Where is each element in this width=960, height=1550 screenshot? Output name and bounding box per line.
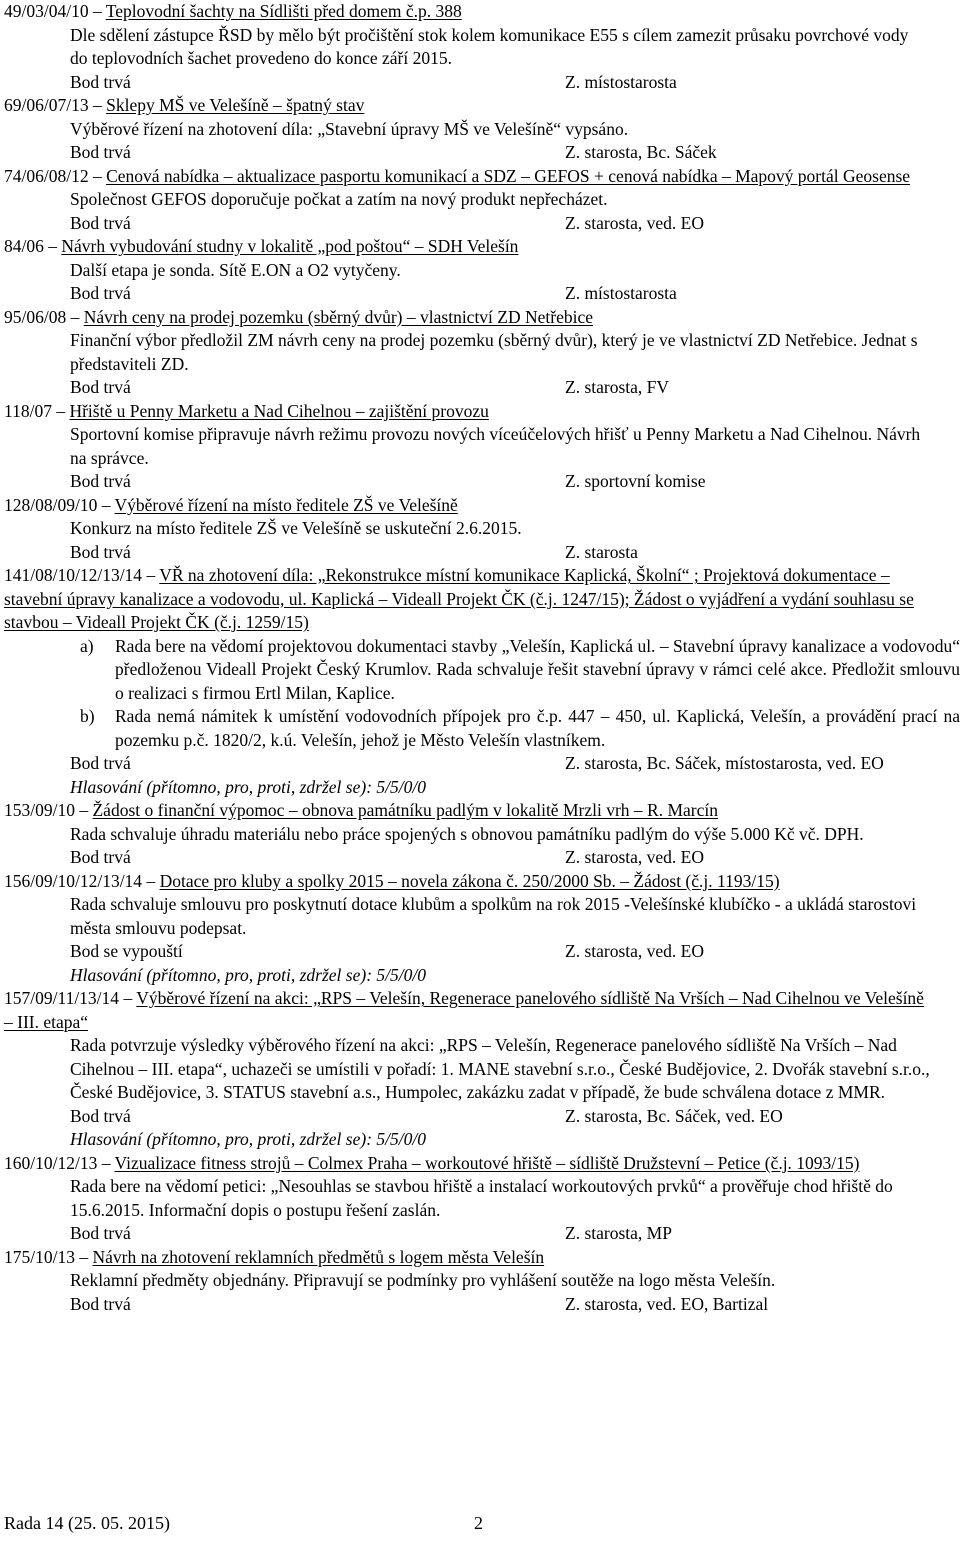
item-status: Bod trvá (70, 142, 131, 162)
item-body: Konkurz na místo ředitele ZŠ ve Velešíně se uskuteční 2.6.2015. (70, 518, 522, 538)
item-title: Teplovodní šachty na Sídlišti před domem č.p. 388 (105, 1, 462, 21)
item-body: Finanční výbor předložil ZM návrh ceny na prodej pozemku (sběrný dvůr), který je ve vlastnictví ZD Netřebice. Jednat s představiteli ZD. (70, 330, 918, 374)
status-line (0, 940, 960, 964)
item-title: Sklepy MŠ ve Velešíně – špatný stav (106, 95, 365, 115)
item-heading: 95/06/08 – Návrh ceny na prodej pozemku (sběrný dvůr) – vlastnictví ZD Netřebice (4, 306, 594, 327)
item-body: Společnost GEFOS doporučuje počkat a zatím na nový produkt nepřecházet. (70, 189, 608, 209)
status-line (0, 376, 960, 400)
agenda-item (0, 94, 960, 165)
status-line (0, 71, 960, 95)
item-number: 175/10/13 (4, 1246, 75, 1267)
status-line (0, 1293, 960, 1317)
status-line (0, 282, 960, 306)
item-number: 128/08/09/10 (4, 494, 98, 515)
item-status: Bod trvá (70, 847, 131, 867)
item-number: 160/10/12/13 (4, 1152, 98, 1173)
agenda-item (0, 494, 960, 565)
item-responsible: Z. starosta, ved. EO, Bartizal (565, 1293, 769, 1314)
item-title: Žádost o finanční výpomoc – obnova památníku padlým v lokalitě Mrzli vrh – R. Marcín (92, 800, 718, 820)
item-number: 153/09/10 (4, 800, 75, 820)
item-status: Bod trvá (70, 1293, 131, 1314)
item-title: Návrh na zhotovení reklamních předmětů s logem města Velešín (92, 1246, 545, 1267)
item-number: 74/06/08/12 (4, 165, 89, 186)
item-title: Dotace pro kluby a spolky 2015 – novela zákona č. 250/2000 Sb. – Žádost (č.j. 1193/15) (159, 870, 780, 891)
status-line (0, 846, 960, 870)
item-body: Reklamní předměty objednány. Připravují se podmínky pro vyhlášení soutěže na logo města Velešín. (70, 1270, 776, 1290)
subitem-b (0, 705, 960, 752)
agenda-item (0, 0, 960, 94)
item-heading: 156/09/10/12/13/14 – Dotace pro kluby a spolky 2015 – novela zákona č. 250/2000 Sb. – Žádost (č.j. 1193/15) (4, 870, 780, 891)
vote-result: Hlasování (přítomno, pro, proti, zdržel se): 5/5/0/0 (70, 776, 426, 797)
item-status: Bod trvá (70, 212, 131, 233)
item-title: Cenová nabídka – aktualizace pasportu komunikací a SDZ – GEFOS + cenová nabídka – Mapový portál Geosense (106, 165, 911, 186)
agenda-item (0, 987, 960, 1152)
item-number: 49/03/04/10 (4, 1, 89, 21)
status-line (0, 752, 960, 776)
item-responsible: Z. starosta, FV (565, 377, 670, 397)
item-responsible: Z. starosta (565, 541, 638, 562)
status-line (0, 470, 960, 494)
item-title: Výběrové řízení na akci: „RPS – Velešín, Regenerace panelového sídliště Na Vrších – Nad Cihelnou ve Velešíně – III. etapa“ (4, 988, 924, 1032)
agenda-item (0, 400, 960, 494)
agenda-item (0, 306, 960, 400)
item-body: Rada bere na vědomí petici: „Nesouhlas se stavbou hřiště a instalací workoutových prvků“ a prověřuje chod hřiště do 15.6.2015. Informační dopis o postupu řešení zaslán. (70, 1176, 893, 1220)
subitem-text: Rada nemá námitek k umístění vodovodních přípojek pro č.p. 447 – 450, ul. Kaplická, Velešín, a provádění prací na pozemku p.č. 1820/2, k.ú. Velešín, jehož je Město Velešín vlastníkem. (115, 706, 960, 750)
item-status: Bod trvá (70, 471, 131, 491)
item-responsible: Z. starosta, Bc. Sáček (565, 142, 717, 162)
item-title: Návrh vybudování studny v lokalitě „pod poštou“ – SDH Velešín (61, 236, 519, 256)
item-heading: 175/10/13 – Návrh na zhotovení reklamních předmětů s logem města Velešín (4, 1246, 545, 1267)
item-number: 141/08/10/12/13/14 (4, 565, 143, 585)
agenda-item (0, 870, 960, 988)
item-title: Hřiště u Penny Marketu a Nad Cihelnou – zajištění provozu (69, 400, 489, 421)
item-heading: 69/06/07/13 – Sklepy MŠ ve Velešíně – špatný stav (4, 95, 365, 115)
vote-result: Hlasování (přítomno, pro, proti, zdržel se): 5/5/0/0 (70, 964, 426, 985)
item-body: Sportovní komise připravuje návrh režimu provozu nových víceúčelových hřišť u Penny Marketu a Nad Cihelnou. Návrh na správce. (70, 424, 921, 468)
footer-meeting: Rada 14 (25. 05. 2015) (4, 1513, 170, 1533)
item-responsible: Z. sportovní komise (565, 471, 706, 491)
item-heading: 74/06/08/12 – Cenová nabídka – aktualizace pasportu komunikací a SDZ – GEFOS + cenová nabídka – Mapový portál Geosense (4, 165, 911, 186)
subitem-label: b) (80, 706, 95, 726)
item-title: VŘ na zhotovení díla: „Rekonstrukce místní komunikace Kaplická, Školní“ ; Projektová dokumentace – stavební úpravy kanalizace a vodovodu, ul. Kaplická – Videall Projekt ČK (č.j. 1247/15); Žádost o vyjádření a vydání souhlasu se stavbou – Videall Projekt ČK (č.j. 1259/15) (4, 565, 914, 632)
item-status: Bod trvá (70, 753, 131, 773)
item-responsible: Z. starosta, MP (565, 1223, 672, 1243)
agenda-item (0, 799, 960, 870)
item-status: Bod trvá (70, 1223, 131, 1243)
item-heading: 118/07 – Hřiště u Penny Marketu a Nad Cihelnou – zajištění provozu (4, 400, 489, 421)
item-heading: 49/03/04/10 – Teplovodní šachty na Sídlišti před domem č.p. 388 (4, 1, 462, 21)
status-line (0, 1222, 960, 1246)
item-number: 95/06/08 (4, 306, 67, 327)
page-number: 2 (474, 1513, 483, 1533)
item-heading: 160/10/12/13 – Vizualizace fitness strojů – Colmex Praha – workoutové hřiště – sídliště Družstevní – Petice (č.j. 1093/15) (4, 1152, 860, 1173)
subitem-a (0, 635, 960, 706)
subitem-label: a) (80, 635, 94, 656)
status-line (0, 541, 960, 565)
item-body: Rada potvrzuje výsledky výběrového řízení na akci: „RPS – Velešín, Regenerace panelového sídliště Na Vrších – Nad Cihelnou – III. etapa“, uchazeči se umístili v pořadí: 1. MANE stavební s.r.o., České Budějovice, 2. Dvořák stavební s.r.o., České Budějovice, 3. STATUS stavební a.s., Humpolec, zakázku zadat v případě, že bude schválena dotace z MMR. (70, 1035, 930, 1102)
item-body: Další etapa je sonda. Sítě E.ON a O2 vytyčeny. (70, 259, 401, 280)
item-status: Bod trvá (70, 1105, 131, 1126)
agenda-item (0, 1246, 960, 1317)
item-body: Rada schvaluje smlouvu pro poskytnutí dotace klubům a spolkům na rok 2015 -Velešínské klubíčko - a ukládá starostovi města smlouvu podepsat. (70, 894, 917, 938)
item-heading: 128/08/09/10 – Výběrové řízení na místo ředitele ZŠ ve Velešíně (4, 494, 458, 515)
vote-result: Hlasování (přítomno, pro, proti, zdržel se): 5/5/0/0 (70, 1129, 426, 1149)
item-heading: 157/09/11/13/14 – Výběrové řízení na akci: „RPS – Velešín, Regenerace panelového sídliště Na Vrších – Nad Cihelnou ve Velešíně – III. etapa“ (4, 988, 924, 1032)
item-title: Vizualizace fitness strojů – Colmex Praha – workoutové hřiště – sídliště Družstevní – Petice (č.j. 1093/15) (114, 1152, 860, 1173)
agenda-item (0, 1152, 960, 1246)
item-body: Dle sdělení zástupce ŘSD by mělo být pročištění stok kolem komunikace E55 s cílem zamezit průsaku povrchové vody do teplovodních šachet provedeno do konce září 2015. (70, 24, 909, 68)
item-number: 156/09/10/12/13/14 (4, 870, 143, 891)
status-line (0, 1105, 960, 1129)
agenda-item (0, 564, 960, 799)
item-status: Bod trvá (70, 377, 131, 397)
item-responsible: Z. starosta, ved. EO (565, 212, 704, 233)
item-title: Návrh ceny na prodej pozemku (sběrný dvůr) – vlastnictví ZD Netřebice (83, 306, 594, 327)
item-responsible: Z. starosta, ved. EO (565, 941, 704, 961)
status-line (0, 212, 960, 236)
agenda-item (0, 165, 960, 236)
item-heading: 84/06 – Návrh vybudování studny v lokalitě „pod poštou“ – SDH Velešín (4, 236, 519, 256)
item-number: 69/06/07/13 (4, 95, 89, 115)
subitem-text: Rada bere na vědomí projektovou dokumentaci stavby „Velešín, Kaplická ul. – Stavební úpravy kanalizace a vodovodu“ předloženou Videall Projekt Český Krumlov. Rada schvaluje řešit stavební úpravy v rámci celé akce. Předložit smlouvu o realizaci s firmou Ertl Milan, Kaplice. (115, 635, 960, 703)
item-heading: 141/08/10/12/13/14 – VŘ na zhotovení díla: „Rekonstrukce místní komunikace Kaplická, Školní“ ; Projektová dokumentace – stavební úpravy kanalizace a vodovodu, ul. Kaplická – Videall Projekt ČK (č.j. 1247/15); Žádost o vyjádření a vydání souhlasu se stavbou – Videall Projekt ČK (č.j. 1259/15) (4, 565, 914, 632)
item-heading: 153/09/10 – Žádost o finanční výpomoc – obnova památníku padlým v lokalitě Mrzli vrh – R. Marcín (4, 800, 718, 820)
item-title: Výběrové řízení na místo ředitele ZŠ ve Velešíně (114, 494, 458, 515)
agenda-item (0, 235, 960, 306)
item-status: Bod trvá (70, 71, 131, 92)
item-number: 118/07 (4, 400, 52, 421)
item-responsible: Z. starosta, Bc. Sáček, místostarosta, ved. EO (565, 753, 884, 773)
item-status: Bod se vypouští (70, 941, 183, 961)
item-responsible: Z. místostarosta (565, 283, 677, 303)
item-number: 157/09/11/13/14 (4, 988, 120, 1008)
item-responsible: Z. starosta, Bc. Sáček, ved. EO (565, 1105, 783, 1126)
item-body: Výběrové řízení na zhotovení díla: „Stavební úpravy MŠ ve Velešíně“ vypsáno. (70, 118, 629, 139)
status-line (0, 141, 960, 165)
page-footer (4, 1512, 483, 1536)
item-responsible: Z. starosta, ved. EO (565, 847, 704, 867)
item-number: 84/06 (4, 236, 44, 256)
item-responsible: Z. místostarosta (565, 71, 677, 92)
item-body: Rada schvaluje úhradu materiálu nebo práce spojených s obnovou památníku padlým do výše 5.000 Kč vč. DPH. (70, 823, 864, 844)
item-status: Bod trvá (70, 283, 131, 303)
item-status: Bod trvá (70, 541, 131, 562)
